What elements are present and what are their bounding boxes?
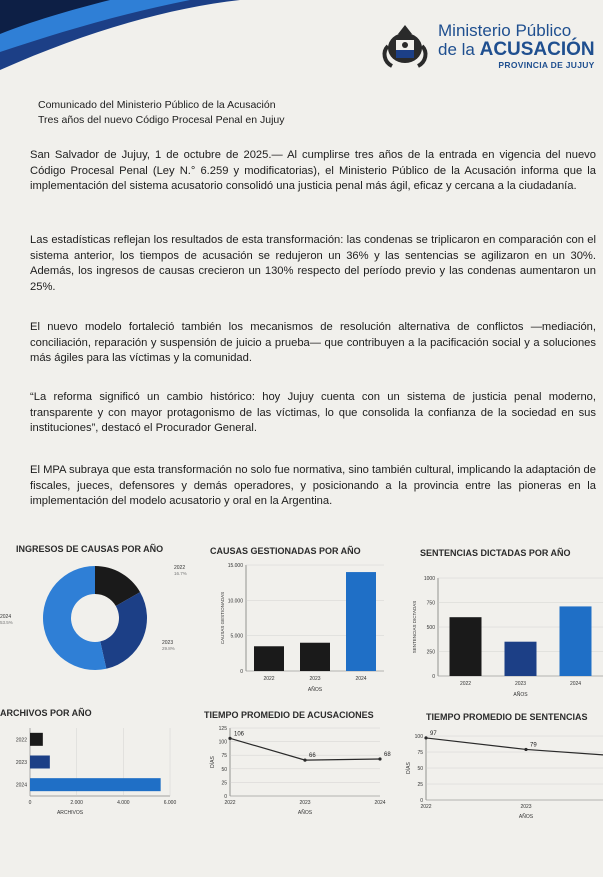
x-tick-label: 2024 [355,676,367,682]
acusaciones-line-chart [200,720,400,835]
data-point-2023 [303,758,306,761]
data-label: 66 [309,753,316,760]
x-axis-label: AÑOS [307,687,323,693]
data-point-2023 [524,748,527,751]
y-tick-label: 125 [218,726,227,732]
slice-category-label: 2023 [162,640,174,646]
x-tick-label: 2023 [520,804,532,810]
y-tick-label: 25 [221,780,227,787]
subject-line-2: Tres años del nuevo Código Procesal Penal en Jujuy [38,114,285,126]
chart-title-ingresos: INGRESOS DE CAUSAS POR AÑO [16,544,164,554]
y-tick-label: 50 [221,766,227,773]
series-line [426,738,603,757]
y-tick-label: 10.000 [227,598,243,605]
y-tick-label: 75 [417,750,423,756]
data-label: 68 [384,752,391,759]
y-tick-label: 2023 [15,760,27,766]
x-tick-label: 2024 [374,800,386,806]
paragraph-4: “La reforma significó un cambio histórico: hoy Jujuy cuenta con un sistema de justicia penal moderno, transparente y con mayor protagonismo de las víctimas, lo que consolida la confianza de la sociedad en sus instituciones”, destacó el Procurador General. [30,391,596,435]
x-tick-label: 2024 [569,681,582,687]
paragraph-1: San Salvador de Jujuy, 1 de octubre de 2025.— Al cumplirse tres años de la entrada en vigencia del nuevo Código Procesal Penal (Ley N.° 6.259 y modificatorias), el Ministerio Público de la Acusación informa que la implementación del sistema acusatorio consolidó una justicia penal más ágil, eficaz y cercana a la ciudadanía. [30,149,596,193]
x-axis-label: AÑOS [513,692,528,698]
chart-title-archivos: ARCHIVOS POR AÑO [0,708,92,718]
y-tick-label: 1000 [423,576,435,582]
corner-swoosh [0,0,240,80]
x-tick-label: 2.000 [70,800,83,806]
y-tick-label: 100 [414,734,423,740]
y-tick-label: 15.000 [227,563,243,569]
bar-2024 [30,778,161,791]
x-tick-label: 2023 [514,681,527,687]
slice-percent-label: 29.8% [162,646,175,651]
data-label: 97 [430,730,437,737]
y-tick-label: 5.000 [230,633,243,640]
archivos-bar-chart [0,720,200,835]
subject-line-1: Comunicado del Ministerio Público de la Acusación [38,99,276,111]
donut-slice-2023 [100,592,147,669]
y-axis-label: DÍAS [210,756,216,768]
bar-2024 [346,572,376,671]
chart-title-tiempo-sentencias: TIEMPO PROMEDIO DE SENTENCIAS [426,712,588,722]
x-tick-label: 2023 [309,676,321,682]
y-tick-label: 0 [420,798,423,804]
bar-2023 [30,756,50,769]
paragraph-5: El MPA subraya que esta transformación no solo fue normativa, sino también cultural, implicando la adaptación de fiscales, jueces, defensores y demás operadores, y posicionando a la provincia entre las pioneras en la implementación del modelo acusatorio y oral en la Argentina. [30,464,596,508]
data-point-2024 [378,757,381,760]
paragraph-2: Las estadísticas reflejan los resultados de esta transformación: las condenas se triplicaron en comparación con el sistema anterior, los tiempos de acusación se redujeron un 36% y las sentencias se agilizaron en un 30%. Además, los ingresos de causas crecieron un 130% respecto del período previo y las condenas aumentaron un 25%. [30,234,596,293]
logo-line-1: Ministerio Público [438,21,572,40]
y-tick-label: 0 [224,794,227,800]
y-tick-label: 2022 [15,737,27,744]
x-axis-label: ARCHIVOS [56,810,84,816]
data-point-2022 [228,737,231,740]
slice-percent-label: 16.7% [174,571,187,576]
ingresos-donut-chart [0,556,200,696]
bar-2023 [505,642,537,676]
data-label: 79 [530,742,537,749]
paragraph-3: El nuevo modelo fortaleció también los mecanismos de resolución alternativa de conflictos —mediación, conciliación, reparación y suspensión de juicio a prueba— que contribuyen a la pacificación social y a soluciones más ágiles para las víctimas y la comunidad. [30,321,596,365]
slice-percent-label: 53.5% [0,620,13,625]
x-tick-label: 2022 [263,676,275,682]
x-axis-label: AÑOS [297,810,313,816]
x-tick-label: 2022 [420,804,432,810]
y-tick-label: 25 [417,782,423,788]
sentencias-bar-chart [400,558,603,698]
y-axis-label: SENTENCIAS DICTADAS [412,600,417,654]
document-subject [38,98,285,128]
logo-line-2: de la ACUSACIÓN [438,39,595,60]
y-tick-label: 0 [432,674,435,680]
y-tick-label: 100 [218,739,227,746]
y-tick-label: 250 [426,649,435,656]
chart-title-causas: CAUSAS GESTIONADAS POR AÑO [210,546,361,556]
y-tick-label: 50 [417,766,423,772]
causas-bar-chart [200,556,400,696]
data-label: 106 [234,731,245,738]
slice-category-label: 2022 [174,565,186,571]
y-tick-label: 750 [426,600,435,607]
logo-line-3: PROVINCIA DE JUJUY [498,60,595,70]
ministry-logo [378,22,595,70]
data-point-2022 [424,736,427,739]
y-tick-label: 500 [426,625,435,631]
bar-2024 [560,606,592,676]
x-tick-label: 6.000 [163,800,177,806]
bar-2022 [30,733,43,746]
x-tick-label: 2022 [224,800,236,806]
y-tick-label: 0 [240,669,243,675]
y-axis-label: CAUSAS GESTIONADAS [220,591,225,645]
x-tick-label: 2023 [299,800,311,806]
slice-category-label: 2024 [0,614,12,620]
x-axis-label: AÑOS [518,814,534,820]
bar-2022 [254,646,284,671]
x-tick-label: 4.000 [117,800,130,806]
y-axis-label: DÍAS [406,762,412,774]
bar-2022 [450,617,482,676]
y-tick-label: 2024 [15,782,27,789]
x-tick-label: 0 [28,800,32,806]
bar-2023 [300,643,330,671]
y-tick-label: 75 [221,753,227,760]
chart-title-acusaciones: TIEMPO PROMEDIO DE ACUSACIONES [204,710,374,720]
provincial-seal-icon [378,22,432,70]
x-tick-label: 2022 [459,681,472,687]
tiempo-sentencias-line-chart [400,722,603,837]
chart-title-sentencias: SENTENCIAS DICTADAS POR AÑO [420,548,571,558]
